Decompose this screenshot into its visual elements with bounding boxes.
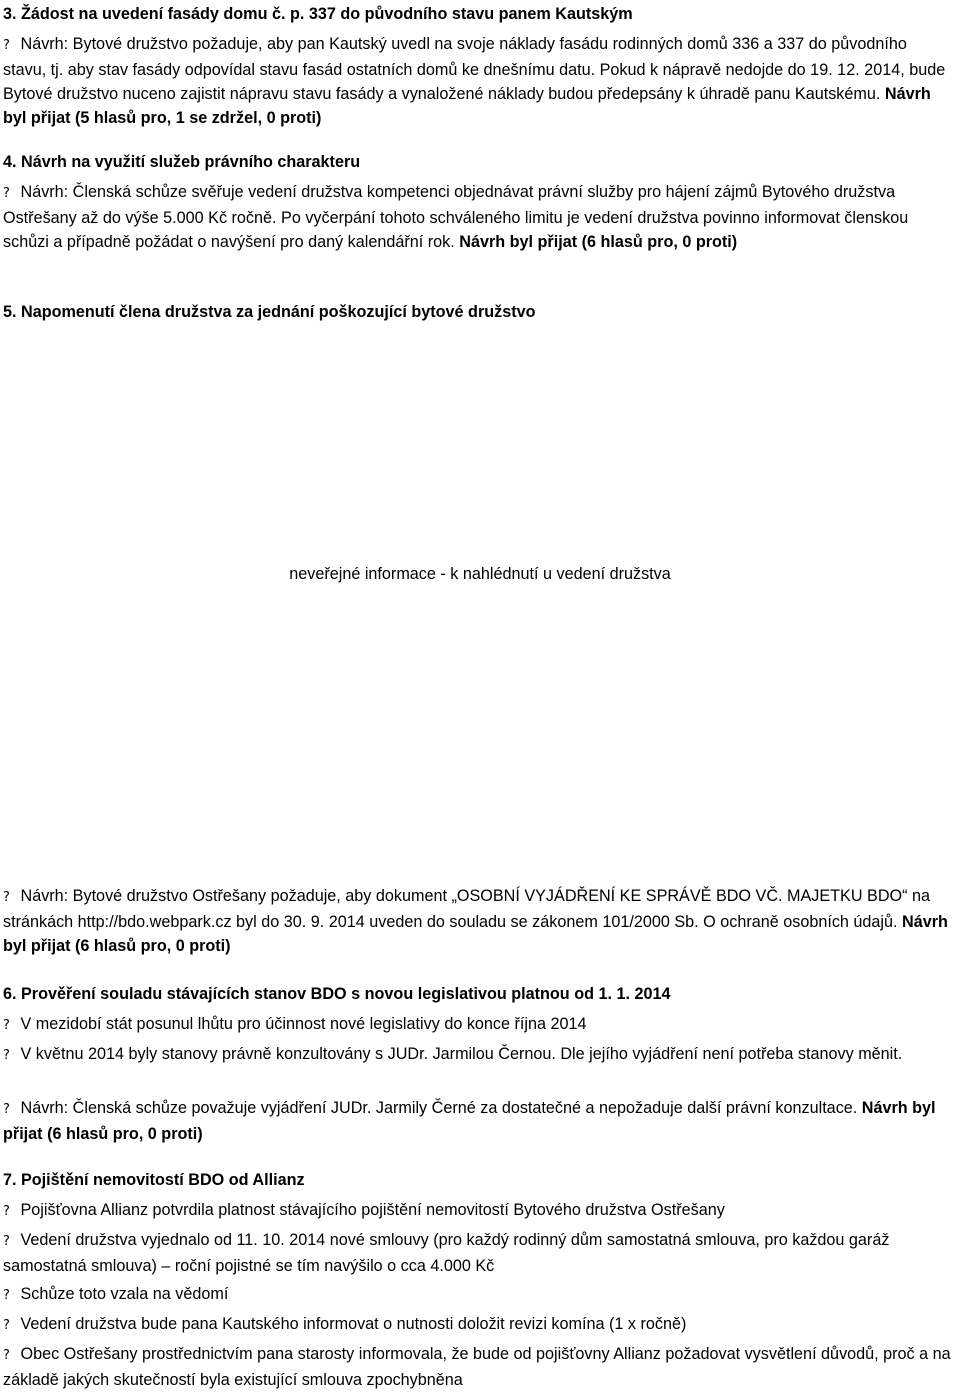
section-7-item-3 (3, 1282, 953, 1308)
section-7-heading: 7. Pojištění nemovitostí BDO od Allianz (3, 1171, 305, 1189)
bullet-icon: ? (3, 890, 10, 905)
section-7-item-4 (3, 1312, 953, 1338)
section-7-item-3-text: Schůze toto vzala na vědomí (16, 1285, 229, 1303)
section-7-item-1 (3, 1198, 953, 1224)
section-6-item-2-text: V květnu 2014 byly stanovy právně konzultovány s JUDr. Jarmilou Černou. Dle jejího vyjádření není potřeba stanovy měnit. (16, 1045, 903, 1063)
bullet-icon: ? (3, 1318, 10, 1333)
bullet-icon: ? (3, 1102, 10, 1117)
section-5-proposal-text: Návrh: Bytové družstvo Ostřešany požaduje, aby dokument „OSOBNÍ VYJÁDŘENÍ KE SPRÁVĚ BDO VČ. MAJETKU BDO“ na stránkách http://bdo.webpark.cz byl do 30. 9. 2014 uveden do souladu se zákonem 101/2000 Sb. O ochraně osobních údajů. (3, 887, 931, 931)
section-5-vote-result: Návrh byl přijat (6 hlasů pro, 0 proti) (3, 913, 948, 955)
confidential-notice: neveřejné informace - k nahlédnutí u vedení družstva (289, 565, 671, 583)
section-7-item-4-text: Vedení družstva bude pana Kautského informovat o nutnosti doložit revizi komína (1 x ročně) (16, 1315, 687, 1333)
section-6-item-2 (3, 1042, 953, 1068)
section-4-proposal-text: Návrh: Členská schůze svěřuje vedení družstva kompetenci objednávat právní služby pro hájení zájmů Bytového družstva Ostřešany až do výše 5.000 Kč ročně. Po vyčerpání tohoto schváleného limitu je vedení družstva povinno informovat členskou schůzi a případně požádat o navýšení pro daný kalendářní rok. (3, 183, 909, 251)
bullet-icon: ? (3, 1048, 10, 1063)
bullet-icon: ? (3, 1288, 10, 1303)
section-6-item-1-text: V mezidobí stát posunul lhůtu pro účinnost nové legislativy do konce října 2014 (16, 1015, 587, 1033)
section-3-proposal-text: Návrh: Bytové družstvo požaduje, aby pan Kautský uvedl na svoje náklady fasádu rodinných domů 336 a 337 do původního stavu, tj. aby stav fasády odpovídal stavu fasád ostatních domů ke dnešnímu datu. Pokud k nápravě nedojde do 19. 12. 2014, bude Bytové družstvo nuceno zajistit nápravu stavu fasády a vynaložené náklady budou předepsány k úhradě panu Kautskému. (3, 35, 946, 103)
section-7-item-1-text: Pojišťovna Allianz potvrdila platnost stávajícího pojištění nemovitostí Bytového družstva Ostřešany (16, 1201, 725, 1219)
section-3-vote-result: Návrh byl přijat (5 hlasů pro, 1 se zdržel, 0 proti) (3, 85, 931, 127)
bullet-icon: ? (3, 186, 10, 201)
section-4-vote-result: Návrh byl přijat (6 hlasů pro, 0 proti) (459, 233, 738, 251)
section-7-item-2 (3, 1228, 953, 1278)
section-5-proposal (3, 884, 953, 958)
section-6-heading: 6. Prověření souladu stávajících stanov BDO s novou legislativou platnou od 1. 1. 2014 (3, 985, 671, 1003)
section-6-item-3 (3, 1096, 953, 1146)
bullet-icon: ? (3, 38, 10, 53)
bullet-icon: ? (3, 1204, 10, 1219)
bullet-icon: ? (3, 1018, 10, 1033)
section-3-heading: 3. Žádost na uvedení fasády domu č. p. 337 do původního stavu panem Kautským (3, 5, 633, 23)
section-4-heading: 4. Návrh na využití služeb právního charakteru (3, 153, 361, 171)
section-6-item-3-text: Návrh: Členská schůze považuje vyjádření JUDr. Jarmily Černé za dostatečné a nepožaduje další právní konzultace. (16, 1099, 862, 1117)
section-7-item-2-text: Vedení družstva vyjednalo od 11. 10. 2014 nové smlouvy (pro každý rodinný dům samostatná smlouva, pro každou garáž samostatná smlouva) – roční pojistné se tím navýšilo o cca 4.000 Kč (3, 1231, 890, 1275)
section-4-proposal (3, 180, 953, 254)
bullet-icon: ? (3, 1234, 10, 1249)
section-5-heading: 5. Napomenutí člena družstva za jednání poškozující bytové družstvo (3, 303, 536, 321)
section-3-proposal (3, 32, 953, 130)
section-6-item-1 (3, 1012, 953, 1038)
bullet-icon: ? (3, 1348, 10, 1363)
section-7-item-5 (3, 1342, 953, 1392)
section-6-vote-result: Návrh byl přijat (6 hlasů pro, 0 proti) (3, 1099, 936, 1143)
section-7-item-5-text: Obec Ostřešany prostřednictvím pana starosty informovala, že bude od pojišťovny Allianz požadovat vysvětlení důvodů, proč a na základě jakých skutečností byla existující smlouva zpochybněna (3, 1345, 951, 1389)
